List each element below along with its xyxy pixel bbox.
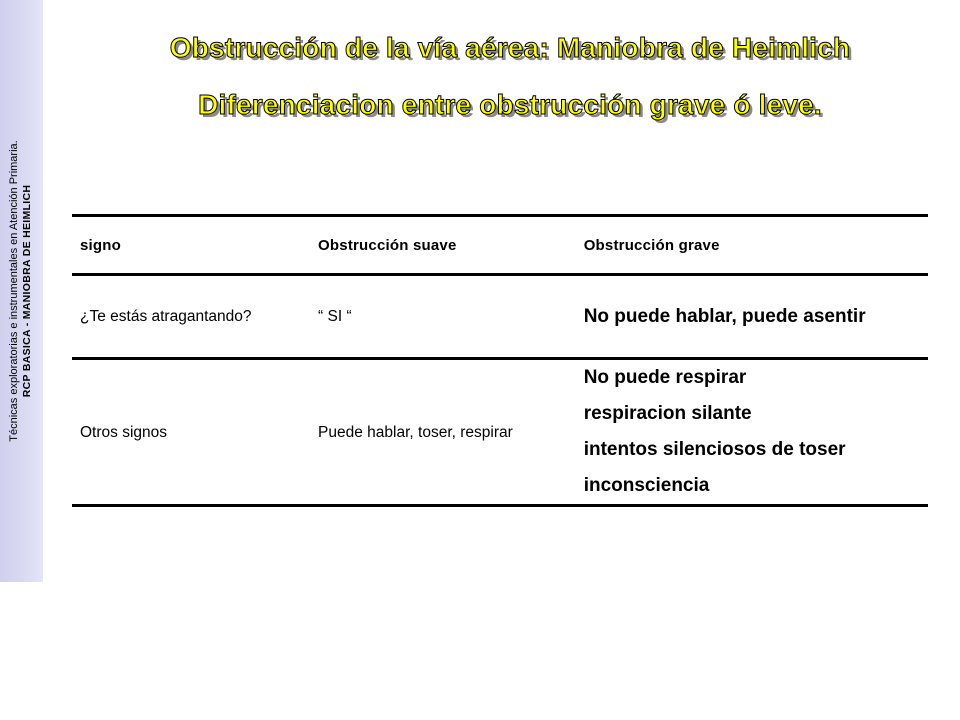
cell-signo: Otros signos — [80, 423, 168, 441]
cell-signo: ¿Te estás atragantando? — [80, 308, 252, 325]
list-item: No puede respirar — [583, 367, 747, 388]
sidebar-text — [8, 140, 34, 441]
slide-title: Obstrucción de la vía aérea: Maniobra de Heimlich — [169, 32, 851, 63]
cell-suave: “ SI “ — [318, 308, 352, 325]
sidebar-topic-title: RCP BASICA - MANIOBRA DE HEIMLICH — [21, 184, 33, 398]
comparison-table-wrapper — [72, 214, 928, 507]
cell-suave: Puede hablar, toser, respirar — [318, 423, 513, 441]
table-row — [72, 359, 928, 506]
sidebar-course-title: Técnicas exploratorias e instrumentales en Atención Primaria. — [8, 140, 20, 442]
list-item: respiracion silante — [583, 403, 752, 424]
grave-signs-list — [584, 360, 920, 504]
list-item: intentos silenciosos de toser — [583, 439, 846, 460]
table-row — [72, 275, 928, 359]
sidebar-band — [0, 0, 43, 582]
comparison-table — [72, 214, 928, 507]
list-item: inconsciencia — [583, 475, 710, 496]
header-obstruccion-suave: Obstrucción suave — [318, 236, 457, 254]
cell-grave: No puede hablar, puede asentir — [583, 305, 866, 327]
table-header-row — [72, 216, 928, 275]
slide-subtitle: Diferenciacion entre obstrucción grave ó leve. — [198, 89, 822, 120]
header-signo: signo — [80, 236, 121, 254]
cell-grave — [576, 359, 928, 506]
header-obstruccion-grave: Obstrucción grave — [583, 236, 720, 254]
